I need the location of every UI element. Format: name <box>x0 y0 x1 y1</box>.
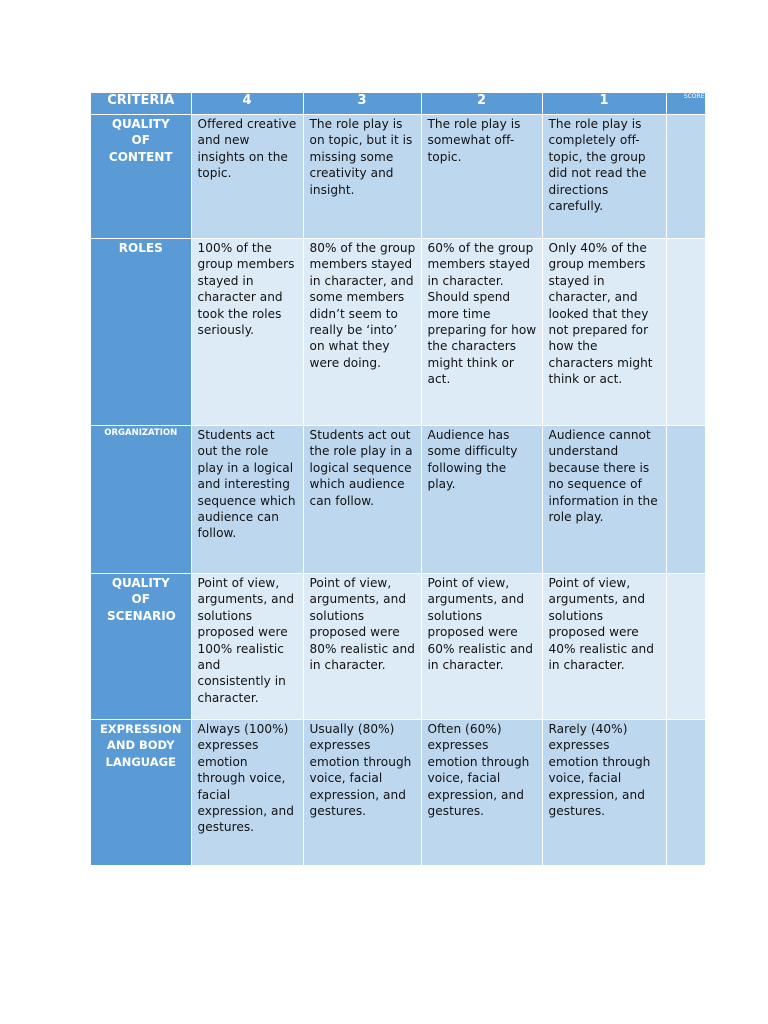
score-header: SCORE <box>666 93 705 115</box>
level-2-header: 2 <box>421 93 542 115</box>
score-cell <box>666 115 705 239</box>
rubric-row-quality-of-content <box>91 115 705 239</box>
score-cell <box>666 574 705 720</box>
descriptor-level-2: 60% of the group members stayed in character. Should spend more time preparing for how the characters might think or act. <box>421 239 542 426</box>
rubric-row-expression-and-body-language <box>91 720 705 866</box>
score-cell <box>666 239 705 426</box>
descriptor-level-3: Usually (80%) expresses emotion through voice, facial expression, and gestures. <box>303 720 421 866</box>
rubric-table <box>91 93 706 866</box>
criterion-label: ROLES <box>91 239 191 426</box>
descriptor-level-4: 100% of the group members stayed in character and took the roles seriously. <box>191 239 303 426</box>
descriptor-level-2: The role play is somewhat off-topic. <box>421 115 542 239</box>
descriptor-level-3: The role play is on topic, but it is missing some creativity and insight. <box>303 115 421 239</box>
descriptor-level-1: The role play is completely off-topic, the group did not read the directions carefully. <box>542 115 666 239</box>
criterion-label: EXPRESSION AND BODY LANGUAGE <box>91 720 191 866</box>
rubric-row-roles <box>91 239 705 426</box>
descriptor-level-2: Point of view, arguments, and solutions proposed were 60% realistic and in character. <box>421 574 542 720</box>
score-cell <box>666 426 705 574</box>
descriptor-level-3: Students act out the role play in a logical sequence which audience can follow. <box>303 426 421 574</box>
rubric-row-quality-of-scenario <box>91 574 705 720</box>
descriptor-level-1: Only 40% of the group members stayed in character, and looked that they not prepared for how the characters might think or act. <box>542 239 666 426</box>
descriptor-level-3: Point of view, arguments, and solutions proposed were 80% realistic and in character. <box>303 574 421 720</box>
descriptor-level-1: Audience cannot understand because there is no sequence of information in the role play. <box>542 426 666 574</box>
criterion-label: QUALITY OF CONTENT <box>91 115 191 239</box>
criterion-label: QUALITY OF SCENARIO <box>91 574 191 720</box>
level-3-header: 3 <box>303 93 421 115</box>
descriptor-level-1: Rarely (40%) expresses emotion through voice, facial expression, and gestures. <box>542 720 666 866</box>
descriptor-level-1: Point of view, arguments, and solutions proposed were 40% realistic and in character. <box>542 574 666 720</box>
descriptor-level-4: Students act out the role play in a logical and interesting sequence which audience can follow. <box>191 426 303 574</box>
descriptor-level-2: Audience has some difficulty following the play. <box>421 426 542 574</box>
descriptor-level-4: Point of view, arguments, and solutions proposed were 100% realistic and consistently in character. <box>191 574 303 720</box>
descriptor-level-4: Always (100%) expresses emotion through voice, facial expression, and gestures. <box>191 720 303 866</box>
level-1-header: 1 <box>542 93 666 115</box>
descriptor-level-4: Offered creative and new insights on the topic. <box>191 115 303 239</box>
descriptor-level-2: Often (60%) expresses emotion through voice, facial expression, and gestures. <box>421 720 542 866</box>
score-cell <box>666 720 705 866</box>
criterion-label: ORGANIZATION <box>91 426 191 574</box>
header-row <box>91 93 705 115</box>
rubric-row-organization <box>91 426 705 574</box>
criteria-header: CRITERIA <box>91 93 191 115</box>
descriptor-level-3: 80% of the group members stayed in character, and some members didn’t seem to really be ‘into’ on what they were doing. <box>303 239 421 426</box>
level-4-header: 4 <box>191 93 303 115</box>
